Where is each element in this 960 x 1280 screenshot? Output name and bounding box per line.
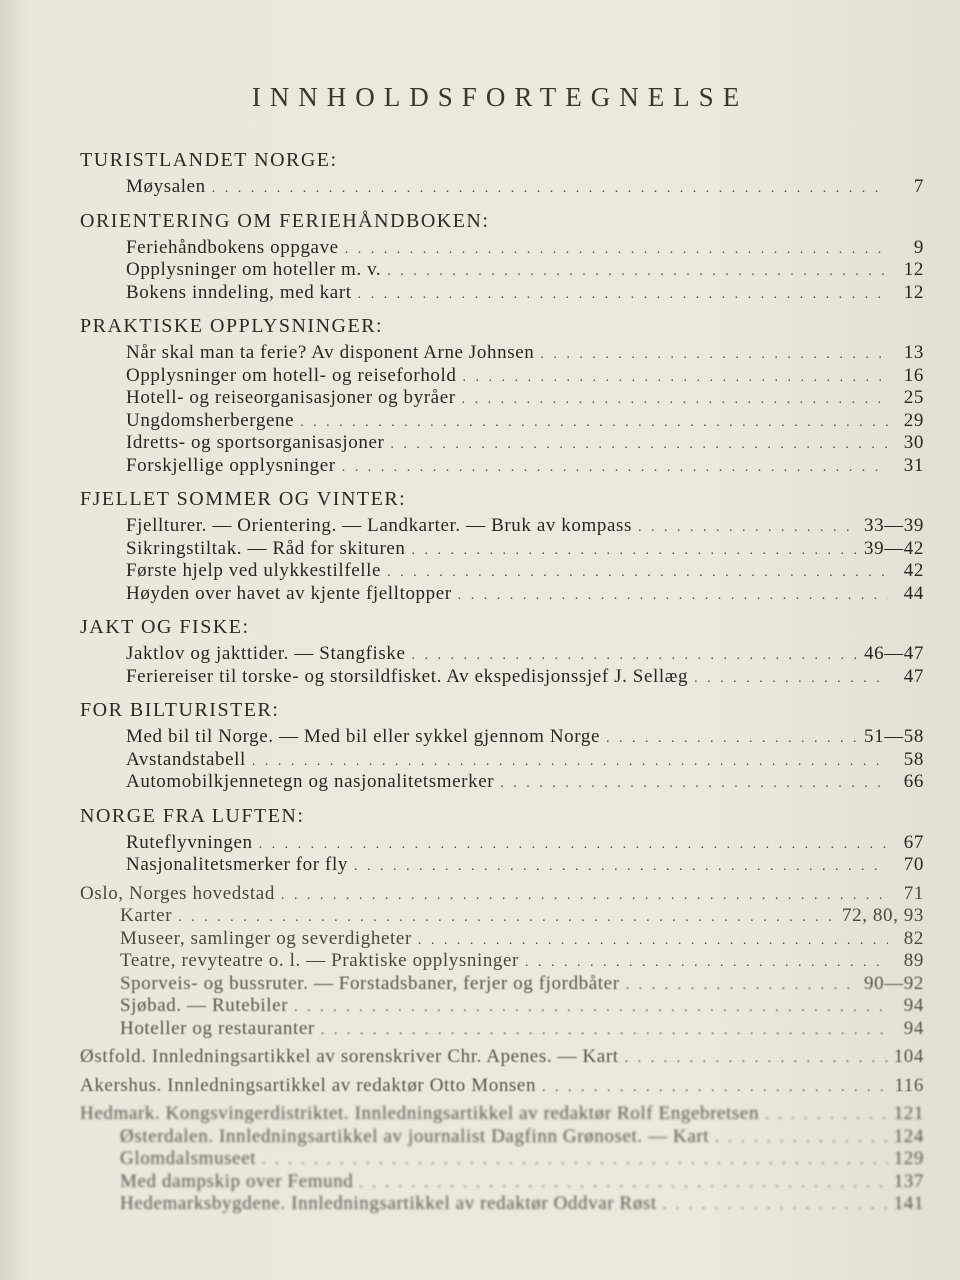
entry-page: 82 [903,927,924,949]
entry-page: 7 [913,176,924,197]
leader-dots [262,1150,888,1173]
entry-page: 116 [894,1074,924,1096]
toc-entry[interactable] [80,282,930,305]
toc-entry[interactable] [80,538,930,561]
entry-label: Bokens inndeling, med kart [126,281,352,303]
leader-dots [606,728,858,751]
entry-label: Møysalen [126,176,206,197]
leader-dots [765,1105,888,1128]
entry-label: Når skal man ta ferie? Av disponent Arne Johnsen [126,342,535,363]
entry-label: Feriereiser til torske- og storsildfisket. Av ekspedisjonssjef J. Sellæg [126,665,689,687]
entry-label: Nasjonalitetsmerker for fly [126,854,348,875]
toc-entry[interactable] [80,410,930,433]
entry-page: 137 [893,1170,924,1192]
toc-entry[interactable] [80,365,930,388]
entry-page: 47 [903,665,924,687]
entry-label: Ungdomsherbergene [126,409,295,431]
entry-page: 124 [893,1125,924,1147]
toc-entry[interactable] [80,387,930,410]
entry-page: 31 [903,454,924,476]
toc-entry[interactable] [80,928,930,951]
entry-page: 121 [893,1103,924,1124]
leader-dots [663,1195,888,1218]
table-of-contents [80,138,930,1216]
toc-entry[interactable] [80,950,930,973]
leader-dots [715,1128,888,1151]
entry-page: 66 [903,771,924,792]
section-heading: ORIENTERING OM FERIEHÅNDBOKEN: [80,209,490,232]
leader-dots [390,434,888,457]
entry-page: 44 [903,582,924,604]
leader-dots [178,907,836,930]
entry-page: 46—47 [864,643,924,664]
entry-label: Høyden over havet av kjente fjelltopper [126,582,452,604]
toc-entry[interactable] [80,973,930,996]
entry-page: 94 [903,1017,924,1039]
leader-dots [625,1048,888,1071]
entry-page: 94 [903,995,924,1016]
entry-label: Fjellturer. — Orientering. — Landkarter. — Bruk av kompass [126,515,633,536]
leader-dots [412,540,858,563]
entry-page: 67 [903,831,924,853]
entry-page: 70 [903,854,924,875]
entry-label: Østerdalen. Innledningsartikkel av journalist Dagfinn Grønoset. — Kart [120,1125,710,1147]
entry-label: Sjøbad. — Rutebiler [120,995,289,1016]
toc-entry[interactable] [80,455,930,478]
entry-page: 16 [903,364,924,386]
entry-label: Østfold. Innledningsartikkel av sorenskriver Chr. Apenes. — Kart [80,1046,619,1067]
leader-dots [412,645,858,668]
entry-label: Sikringstiltak. — Råd for skituren [126,537,406,559]
toc-entry[interactable] [80,259,930,282]
leader-dots [359,1173,887,1196]
entry-label: Akershus. Innledningsartikkel av redaktør Otto Monsen [80,1074,537,1096]
toc-entry[interactable] [80,905,930,928]
entry-page: 89 [903,950,924,971]
leader-dots [387,261,888,284]
leader-dots [540,344,888,367]
toc-entry[interactable] [80,1193,930,1216]
leader-dots [300,412,888,435]
leader-dots [212,178,888,201]
entry-page: 42 [903,560,924,581]
toc-entry[interactable] [80,237,930,260]
entry-label: Med dampskip over Femund [120,1170,354,1192]
leader-dots [458,585,888,608]
toc-entry[interactable] [80,1018,930,1041]
entry-label: Sporveis- og bussruter. — Forstadsbaner, ferjer og fjordbåter [120,972,620,994]
entry-label: Museer, samlinger og severdigheter [120,927,412,949]
leader-dots [418,930,888,953]
entry-label: Feriehåndbokens oppgave [126,236,339,258]
toc-entry[interactable] [80,1148,930,1171]
entry-label: Hedemarksbygdene. Innledningsartikkel av redaktør Oddvar Røst [120,1193,657,1214]
toc-entry[interactable] [80,726,930,749]
leader-dots [626,975,858,998]
entry-label: Oslo, Norges hovedstad [80,882,275,904]
entry-page: 90—92 [864,972,924,994]
toc-entry[interactable] [80,432,930,455]
entry-label: Hoteller og restauranter [120,1017,315,1039]
entry-page: 51—58 [864,726,924,747]
entry-page: 12 [903,281,924,303]
leader-dots [321,1020,888,1043]
leader-dots [358,284,888,307]
toc-entry[interactable] [80,1046,930,1069]
toc-entry[interactable] [80,1103,930,1126]
section-heading: JAKT OG FISKE: [80,616,250,638]
section-heading: TURISTLANDET NORGE: [80,149,338,171]
leader-dots [345,239,888,262]
entry-page: 39—42 [864,537,924,559]
leader-dots [281,885,888,908]
toc-entry[interactable] [80,176,930,199]
entry-label: Første hjelp ved ulykkestilfelle [126,560,382,581]
section-heading: FJELLET SOMMER OG VINTER: [80,488,407,510]
entry-label: Avstandstabell [126,748,246,770]
toc-entry[interactable] [80,1171,930,1194]
leader-dots [542,1077,888,1100]
entry-label: Karter [120,905,173,926]
entry-page: 141 [893,1193,924,1214]
entry-page: 12 [903,259,924,280]
toc-entry[interactable] [80,854,930,877]
entry-label: Hedmark. Kongsvingerdistriktet. Innledningsartikkel av redaktør Rolf Engebretsen [80,1103,760,1124]
leader-dots [694,668,888,691]
entry-label: Forskjellige opplysninger [126,454,336,476]
leader-dots [259,834,888,857]
entry-page: 58 [903,748,924,770]
entry-label: Opplysninger om hoteller m. v. [126,259,382,280]
toc-entry[interactable] [80,1126,930,1149]
section-heading: FOR BILTURISTER: [80,699,280,721]
leader-dots [525,952,888,975]
entry-page: 29 [903,409,924,431]
leader-dots [387,562,888,585]
entry-page: 71 [903,882,924,904]
toc-entry[interactable] [80,1075,930,1098]
entry-page: 25 [903,387,924,408]
entry-page: 9 [913,236,924,258]
entry-label: Idretts- og sportsorganisasjoner [126,432,385,453]
entry-page: 129 [893,1148,924,1169]
entry-label: Glomdalsmuseet [120,1148,257,1169]
entry-label: Jaktlov og jakttider. — Stangfiske [126,643,406,664]
toc-entry[interactable] [80,583,930,606]
entry-label: Hotell- og reiseorganisasjoner og byråer [126,387,456,408]
toc-entry[interactable] [80,560,930,583]
entry-label: Med bil til Norge. — Med bil eller sykkel gjennom Norge [126,726,600,747]
entry-label: Opplysninger om hotell- og reiseforhold [126,364,457,386]
toc-entry[interactable] [80,666,930,689]
toc-entry[interactable] [80,883,930,906]
toc-entry[interactable] [80,832,930,855]
entry-label: Teatre, revyteatre o. l. — Praktiske opplysninger [120,950,519,971]
entry-page: 72, 80, 93 [842,905,924,926]
toc-entry[interactable] [80,749,930,772]
entry-label: Automobilkjennetegn og nasjonalitetsmerker [126,771,495,792]
leader-dots [462,389,888,412]
entry-page: 33—39 [864,515,924,536]
entry-label: Ruteflyvningen [126,831,253,853]
leader-dots [463,367,888,390]
leader-dots [500,773,888,796]
toc-entry[interactable] [80,771,930,794]
section-heading: NORGE FRA LUFTEN: [80,804,305,827]
toc-entry[interactable] [80,515,930,538]
section-heading: PRAKTISKE OPPLYSNINGER: [80,315,384,337]
leader-dots [342,457,888,480]
page-title: INNHOLDSFORTEGNELSE [251,82,749,112]
entry-page: 13 [903,342,924,363]
entry-page: 30 [903,432,924,453]
toc-entry[interactable] [80,643,930,666]
entry-page: 104 [893,1046,924,1067]
toc-entry[interactable] [80,995,930,1018]
leader-dots [252,751,888,774]
leader-dots [638,517,858,540]
leader-dots [294,997,888,1020]
toc-entry[interactable] [80,342,930,365]
leader-dots [354,856,888,879]
